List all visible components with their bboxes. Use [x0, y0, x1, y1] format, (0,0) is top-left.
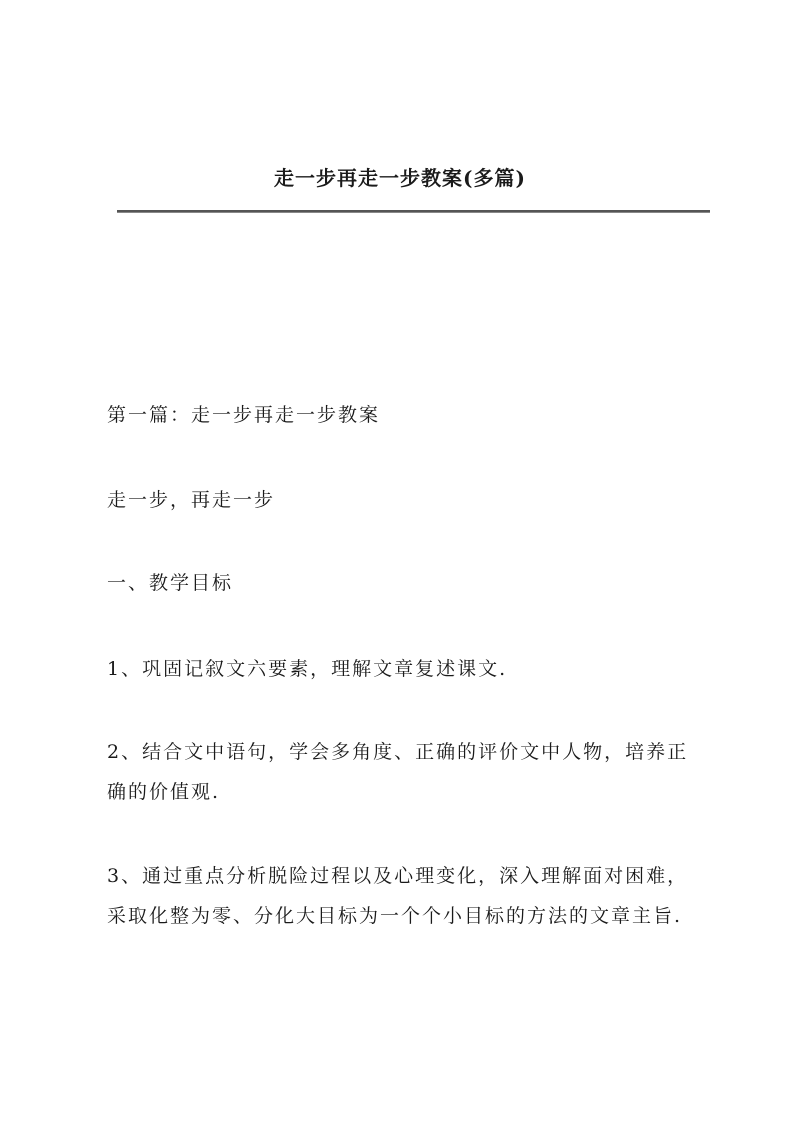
title-divider [117, 210, 710, 213]
objective-item-1: 1、巩固记叙文六要素，理解文章复述课文. [107, 658, 508, 680]
objective-item-3-line-2: 采取化整为零、分化大目标为一个个小目标的方法的文章主旨. [107, 905, 683, 927]
objective-item-3 [107, 856, 707, 936]
objective-item-3-line-1: 3、通过重点分析脱险过程以及心理变化，深入理解面对困难， [107, 865, 689, 887]
objective-item-2 [107, 732, 707, 812]
objective-item-2-line-1: 2、结合文中语句，学会多角度、正确的评价文中人物，培养正 [107, 741, 689, 763]
objectives-heading: 一、教学目标 [107, 572, 234, 594]
section-heading: 第一篇：走一步再走一步教案 [107, 404, 381, 426]
objective-item-2-line-2: 确的价值观. [107, 781, 221, 803]
lesson-subtitle: 走一步，再走一步 [107, 489, 276, 511]
document-title: 走一步再走一步教案(多篇) [274, 166, 526, 190]
